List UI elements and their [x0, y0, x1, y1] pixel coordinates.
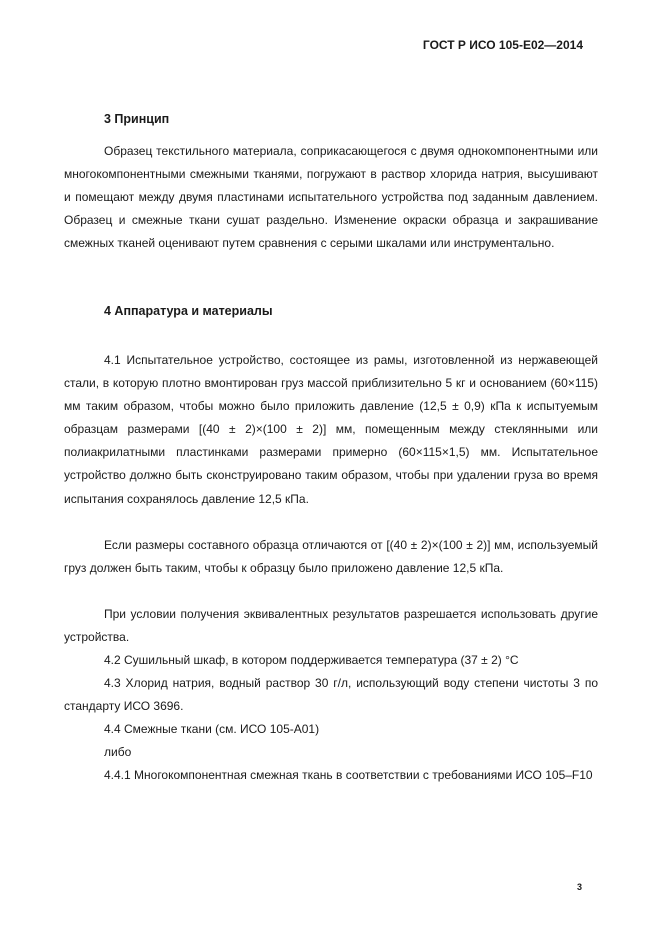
or-connector-text: либо [104, 745, 132, 759]
clause-4-1-paragraph: 4.1 Испытательное устройство, состоящее из рамы, изготовленной из нержавеющей стали, в которую плотно вмонтирован груз массой приблизительно 5 кг и основанием (60×115) мм таким образом, чтобы можно было приложить давление (12,5 ± 0,9) кПа к испытуемым образцам размерами [(40 ± 2)×(100 ± 2)] мм, помещенным между стеклянными или полиакрилатными пластинками размерами примерно (60×115×1,5) мм. Испытательное устройство должно быть сконструировано таким образом, чтобы при удалении груза во время испытания сохранялось давление 12,5 кПа. [64, 353, 598, 506]
document-code-header: ГОСТ Р ИСО 105-E02—2014 [422, 38, 583, 52]
page-number: 3 [577, 882, 583, 892]
clause-4-4-1-paragraph: 4.4.1 Многокомпонентная смежная ткань в соответствии с требованиями ИСО 105–F10 [104, 768, 593, 782]
section-3-paragraph: Образец текстильного материала, соприкасающегося с двумя однокомпонентными или многокомпонентными смежными тканями, погружают в раствор хлорида натрия, высушивают и помещают между двумя пластинами испытательного устройства под заданным давлением. Образец и смежные ткани сушат раздельно. Изменение окраски образца и закрашивание смежных тканей оценивают путем сравнения с серыми шкалами или инструментально. [64, 144, 598, 251]
equivalent-devices-paragraph: При условии получения эквивалентных результатов разрешается использовать другие устройства. [64, 607, 598, 645]
clause-4-3-paragraph: 4.3 Хлорид натрия, водный раствор 30 г/л, использующий воду степени чистоты 3 по стандарту ИСО 3696. [64, 676, 598, 714]
section-3-heading: 3 Принцип [104, 112, 170, 126]
clause-4-4-paragraph: 4.4 Смежные ткани (см. ИСО 105-A01) [104, 722, 320, 736]
section-4-heading: 4 Аппаратура и материалы [104, 304, 273, 318]
clause-4-2-paragraph: 4.2 Сушильный шкаф, в котором поддерживается температура (37 ± 2) °С [104, 653, 519, 667]
alternate-size-paragraph: Если размеры составного образца отличаются от [(40 ± 2)×(100 ± 2)] мм, используемый груз должен быть таким, чтобы к образцу было приложено давление 12,5 кПа. [64, 538, 598, 576]
